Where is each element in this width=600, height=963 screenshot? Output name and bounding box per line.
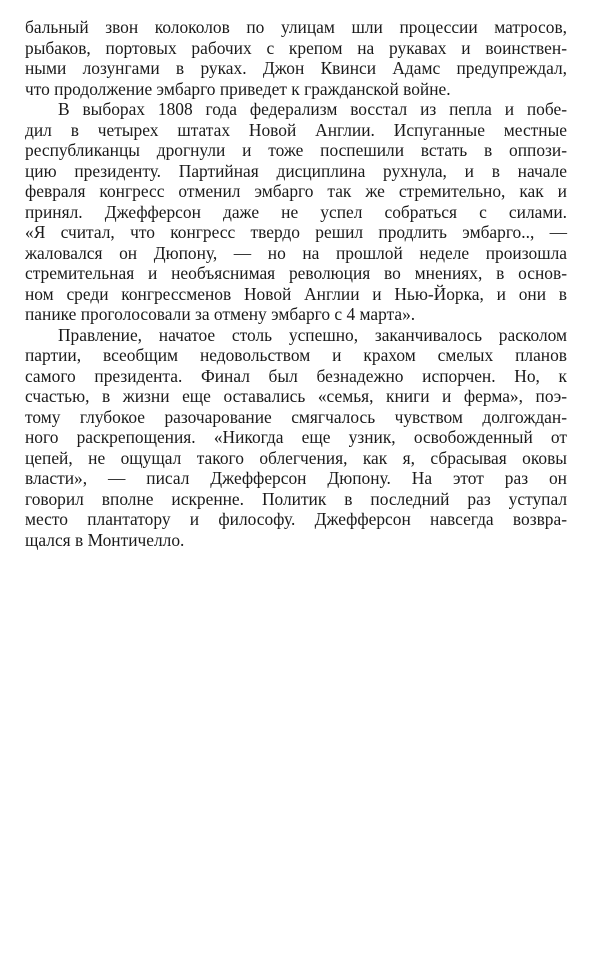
- text-line: цию президенту. Партийная дисциплина рухнула, и в начале: [25, 160, 567, 181]
- text-line: место плантатору и философу. Джефферсон навсегда возвра-: [25, 509, 567, 529]
- text-line: республиканцы дрогнули и тоже поспешили встать в оппози-: [25, 140, 567, 160]
- text-line: тому глубокое разочарование смягчалось чувством долгождан-: [25, 406, 567, 427]
- text-line: партии, всеобщим недовольством и крахом смелых планов: [25, 345, 567, 365]
- text-line: что продолжение эмбарго приведет к гражданской войне.: [25, 78, 451, 99]
- paragraph-1: [25, 17, 567, 99]
- paragraph-2: [25, 99, 567, 325]
- text-line: ными лозунгами в руках. Джон Квинси Адамс предупреждал,: [25, 58, 567, 78]
- text-line: щался в Монтичелло.: [25, 529, 185, 550]
- text-line: власти», — писал Джефферсон Дюпону. На этот раз он: [25, 468, 567, 488]
- text-line: говорил вполне искренне. Политик в последний раз уступал: [25, 488, 567, 509]
- text-line: ном среди конгрессменов Новой Англии и Нью-Йорка, и они в: [25, 283, 567, 304]
- text-line: счастью, в жизни еще оставались «семья, книги и ферма», поэ-: [25, 386, 567, 406]
- paragraph-3: [25, 325, 567, 551]
- text-line: бальный звон колоколов по улицам шли процессии матросов,: [25, 17, 567, 37]
- text-line: жаловался он Дюпону, — но на прошлой неделе произошла: [25, 242, 567, 263]
- text-line: В выборах 1808 года федерализм восстал из пепла и побе-: [58, 99, 567, 119]
- text-line: Правление, начатое столь успешно, заканчивалось расколом: [58, 324, 567, 345]
- text-line: февраля конгресс отменил эмбарго так же стремительно, как и: [25, 181, 567, 201]
- text-line: дил в четырех штатах Новой Англии. Испуганные местные: [25, 119, 567, 140]
- text-line: панике проголосовали за отмену эмбарго с 4 марта».: [25, 304, 416, 324]
- text-line: цепей, не ощущал такого облегчения, как я, сбрасывая оковы: [25, 447, 567, 468]
- text-line: стремительная и необъяснимая революция во мнениях, в основ-: [25, 263, 567, 283]
- document-page: [25, 17, 567, 550]
- text-line: самого президента. Финал был безнадежно испорчен. Но, к: [25, 365, 567, 386]
- text-line: ного раскрепощения. «Никогда еще узник, освобожденный от: [25, 427, 567, 447]
- text-line: принял. Джефферсон даже не успел собраться с силами.: [25, 201, 567, 222]
- text-line: «Я считал, что конгресс твердо решил продлить эмбарго.., —: [25, 222, 567, 242]
- text-line: рыбаков, портовых рабочих с крепом на рукавах и воинствен-: [25, 37, 567, 58]
